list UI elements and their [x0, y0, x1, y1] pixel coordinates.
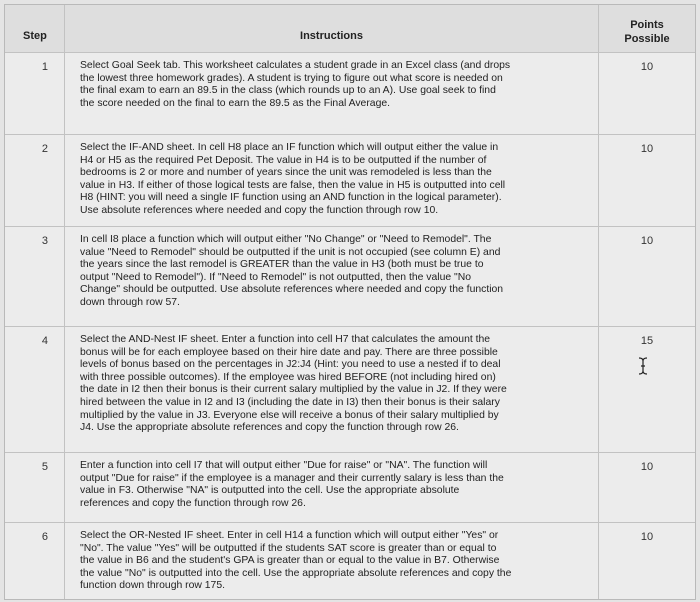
step-number: 2 [41, 143, 48, 155]
instruction-text: Select the IF-AND sheet. In cell H8 place an IF function which will output either the value in H4 or H5 as the required Pet Deposit. The value in H4 is to be outputted if the number of bedrooms is 2 or more and number of years since the unit was remodeled is less than the value in H3. If either of those logical tests are false, then the value in H5 is outputted into cell H8 (HINT: you will need a single IF function using an AND function in the logical parameter). Use absolute references where needed and copy the function through row 10. [80, 142, 506, 216]
header-points-line2: Possible [624, 33, 670, 45]
step-number: 6 [41, 531, 48, 543]
points-cell [599, 453, 695, 522]
step-cell [5, 227, 65, 326]
step-number: 3 [41, 235, 48, 247]
points-cell [599, 523, 695, 599]
points-value: 10 [640, 143, 654, 155]
table-row [5, 523, 695, 599]
step-cell [5, 523, 65, 599]
table-header-row [5, 5, 695, 53]
instruction-cell [65, 327, 599, 452]
instructions-table [4, 4, 696, 600]
step-cell [5, 53, 65, 134]
table-row [5, 453, 695, 523]
points-value: 10 [640, 235, 654, 247]
points-value: 10 [640, 531, 654, 543]
header-step: Step [23, 30, 47, 42]
text-cursor-icon [638, 357, 648, 375]
instruction-cell [65, 53, 599, 134]
instruction-text: Select the OR-Nested IF sheet. Enter in cell H14 a function which will output either "Yes" or "No". The value "Yes" will be outputted if the students SAT score is greater than or equal to the value in B6 and the student's GPA is greater than or equal to the value in B7. Otherwise the value "No" is outputted into the cell. Use the appropriate absolute references and copy the function down through row 175. [80, 530, 512, 592]
points-value: 10 [640, 461, 654, 473]
step-number: 5 [41, 461, 48, 473]
instruction-cell [65, 453, 599, 522]
table-row [5, 327, 695, 453]
instruction-text: Select the AND-Nest IF sheet. Enter a function into cell H7 that calculates the amount the bonus will be for each employee based on their hire date and pay. There are three possible levels of bonus based on the percentages in J2:J4 (Hint: you need to use a nested if to deal with three possible outcomes). If the employee was hired BEFORE (not including hired on) the date in I2 then their bonus is their current salary multiplied by the value in J2. If they were hired between the value in I2 and I3 (including the date in I3) then their bonus is their salary multiplied by the value in J3. Everyone else will receive a bonus of their salary multiplied by J4. Use the appropriate absolute references and copy the function through row 26. [80, 334, 507, 434]
points-cell [599, 53, 695, 134]
points-cell [599, 227, 695, 326]
header-step-cell [5, 5, 65, 52]
header-points-line1: Points [630, 19, 664, 31]
points-value: 15 [640, 335, 654, 347]
instruction-text: In cell I8 place a function which will output either "No Change" or "Need to Remodel". The value "Need to Remodel" should be outputted if the unit is not occupied (see column E) and the years since the last remodel is GREATER than the value in H3 (both must be true to output "Need to Remodel"). If "Need to Remodel" is not outputted, then the value "No Change" should be outputted. Use absolute references where needed and copy the function down through row 57. [80, 234, 504, 308]
header-points [599, 18, 695, 46]
step-cell [5, 453, 65, 522]
table-row [5, 135, 695, 227]
header-points-cell [599, 5, 695, 52]
points-value: 10 [640, 61, 654, 73]
points-cell [599, 135, 695, 226]
step-number: 4 [41, 335, 48, 347]
instruction-cell [65, 135, 599, 226]
step-cell [5, 327, 65, 452]
instruction-cell [65, 227, 599, 326]
points-cell [599, 327, 695, 452]
step-cell [5, 135, 65, 226]
header-instructions-cell [65, 5, 599, 52]
instruction-text: Select Goal Seek tab. This worksheet calculates a student grade in an Excel class (and drops the lowest three homework grades). A student is trying to figure out what score is needed on the final exam to earn an 89.5 in the class (which rounds up to an A). Use goal seek to find the score needed on the final to earn the 89.5 as the Final Average. [80, 60, 511, 109]
header-instructions: Instructions [300, 30, 363, 42]
instruction-cell [65, 523, 599, 599]
table-row [5, 227, 695, 327]
table-row [5, 53, 695, 135]
step-number: 1 [41, 61, 48, 73]
instruction-text: Enter a function into cell I7 that will output either "Due for raise" or "NA". The function will output "Due for raise" if the employee is a manager and their currently salary is less than the value in F3. Otherwise "NA" is outputted into the cell. Use the appropriate absolute references and copy the function through row 26. [80, 460, 504, 509]
